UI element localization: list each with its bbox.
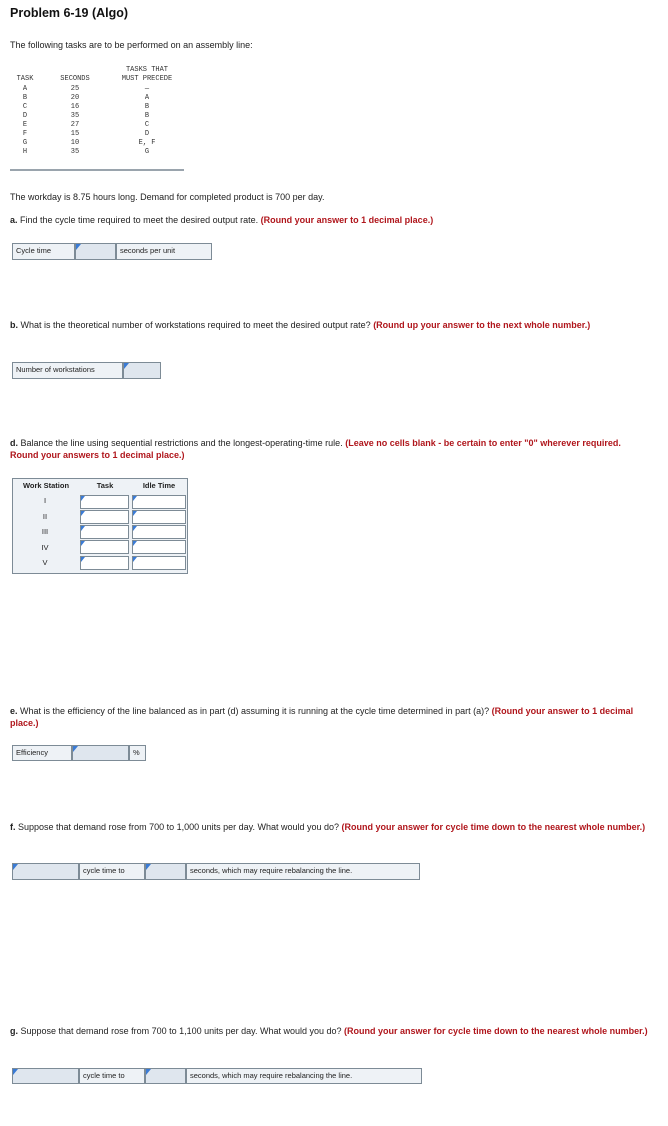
header-task: Task (96, 481, 114, 490)
q-d-prefix: d. (10, 438, 18, 448)
task-seconds: 15 (70, 130, 80, 138)
workday-text: The workday is 8.75 hours long. Demand for completed product is 700 per day. (10, 192, 325, 202)
q-b-note: (Round up your answer to the next whole number.) (370, 320, 591, 330)
header-seconds: SECONDS (60, 75, 90, 83)
task-input[interactable] (80, 525, 129, 539)
intro-text: The following tasks are to be performed on an assembly line: (10, 40, 253, 50)
task-seconds: 35 (70, 112, 80, 120)
task-precede: G (144, 148, 150, 156)
station-label: IV (41, 543, 49, 552)
task-id: G (22, 139, 28, 147)
task-precede: B (144, 112, 150, 120)
efficiency-label: Efficiency (12, 745, 72, 761)
task-table (10, 66, 186, 172)
q-b-text: What is the theoretical number of workstations required to meet the desired output rate? (18, 320, 371, 330)
task-id: F (22, 130, 28, 138)
q-e-prefix: e. (10, 706, 18, 716)
task-input[interactable] (80, 495, 129, 509)
cycle-time-unit: seconds per unit (116, 243, 212, 260)
cycle-time-label: Cycle time (12, 243, 75, 260)
f-action-input[interactable] (12, 863, 79, 880)
q-f-text: Suppose that demand rose from 700 to 1,000 units per day. What would you do? (15, 822, 340, 832)
header-work-station: Work Station (22, 481, 70, 490)
table-row (10, 121, 186, 129)
task-seconds: 25 (70, 85, 80, 93)
task-seconds: 10 (70, 139, 80, 147)
task-input[interactable] (80, 556, 129, 570)
idle-time-input[interactable] (132, 495, 186, 509)
g-tail-label: seconds, which may require rebalancing the line. (186, 1068, 422, 1084)
q-g-text: Suppose that demand rose from 700 to 1,100 units per day. What would you do? (18, 1026, 342, 1036)
f-mid-label: cycle time to (79, 863, 145, 880)
task-precede: A (144, 94, 150, 102)
station-label: III (41, 527, 49, 536)
g-action-input[interactable] (12, 1068, 79, 1084)
q-d-note: (Leave no cells blank - be certain to enter "0" wherever required. Round your answers to 1 decimal place.) (10, 438, 621, 460)
g-cycle-time-input[interactable] (145, 1068, 186, 1084)
q-b-prefix: b. (10, 320, 18, 330)
q-e-note: (Round your answer to 1 decimal place.) (10, 706, 634, 728)
task-seconds: 35 (70, 148, 80, 156)
table-row (10, 139, 186, 147)
q-a-text: Find the cycle time required to meet the desired output rate. (17, 215, 259, 225)
task-id: B (22, 94, 28, 102)
question-a (10, 215, 433, 225)
efficiency-unit: % (129, 745, 146, 761)
question-e (10, 705, 650, 729)
workstations-label: Number of workstations (12, 362, 123, 379)
table-divider (10, 169, 184, 171)
station-label: I (43, 496, 47, 505)
task-id: H (22, 148, 28, 156)
table-row (10, 85, 186, 93)
task-input[interactable] (80, 540, 129, 554)
task-seconds: 20 (70, 94, 80, 102)
table-row (10, 94, 186, 102)
question-b (10, 319, 655, 331)
table-row (10, 148, 186, 156)
cycle-time-input[interactable] (75, 243, 116, 260)
question-d (10, 437, 650, 461)
task-precede: C (144, 121, 150, 129)
task-precede: D (144, 130, 150, 138)
header-tasks-that: TASKS THAT (125, 66, 168, 74)
table-row (10, 103, 186, 111)
header-must-precede: MUST PRECEDE (121, 75, 173, 83)
header-idle-time: Idle Time (142, 481, 176, 490)
task-precede: — (144, 85, 150, 93)
table-row (10, 112, 186, 120)
q-f-note: (Round your answer for cycle time down to the nearest whole number.) (339, 822, 646, 832)
question-g (10, 1025, 655, 1037)
task-id: D (22, 112, 28, 120)
efficiency-input[interactable] (72, 745, 129, 761)
table-row (10, 130, 186, 138)
q-e-text: What is the efficiency of the line balanced as in part (d) assuming it is running at the cycle time determined in part (a)? (17, 706, 490, 716)
task-id: A (22, 85, 28, 93)
station-label: II (42, 512, 48, 521)
g-mid-label: cycle time to (79, 1068, 145, 1084)
idle-time-input[interactable] (132, 540, 186, 554)
task-id: C (22, 103, 28, 111)
task-seconds: 27 (70, 121, 80, 129)
task-seconds: 16 (70, 103, 80, 111)
f-tail-label: seconds, which may require rebalancing the line. (186, 863, 420, 880)
q-a-prefix: a. (10, 215, 18, 225)
q-f-prefix: f. (10, 822, 16, 832)
q-g-prefix: g. (10, 1026, 18, 1036)
q-a-note: (Round your answer to 1 decimal place.) (258, 215, 434, 225)
idle-time-input[interactable] (132, 556, 186, 570)
task-input[interactable] (80, 510, 129, 524)
idle-time-input[interactable] (132, 525, 186, 539)
f-cycle-time-input[interactable] (145, 863, 186, 880)
workstation-table (12, 478, 188, 574)
header-task: TASK (16, 75, 34, 83)
idle-time-input[interactable] (132, 510, 186, 524)
station-label: V (42, 558, 48, 567)
task-precede: E, F (138, 139, 156, 147)
task-id: E (22, 121, 28, 129)
q-d-text: Balance the line using sequential restrictions and the longest-operating-time rule. (18, 438, 343, 448)
task-precede: B (144, 103, 150, 111)
q-g-note: (Round your answer for cycle time down to the nearest whole number.) (341, 1026, 648, 1036)
workstations-input[interactable] (123, 362, 161, 379)
question-f (10, 821, 655, 833)
page-title: Problem 6-19 (Algo) (10, 6, 129, 20)
